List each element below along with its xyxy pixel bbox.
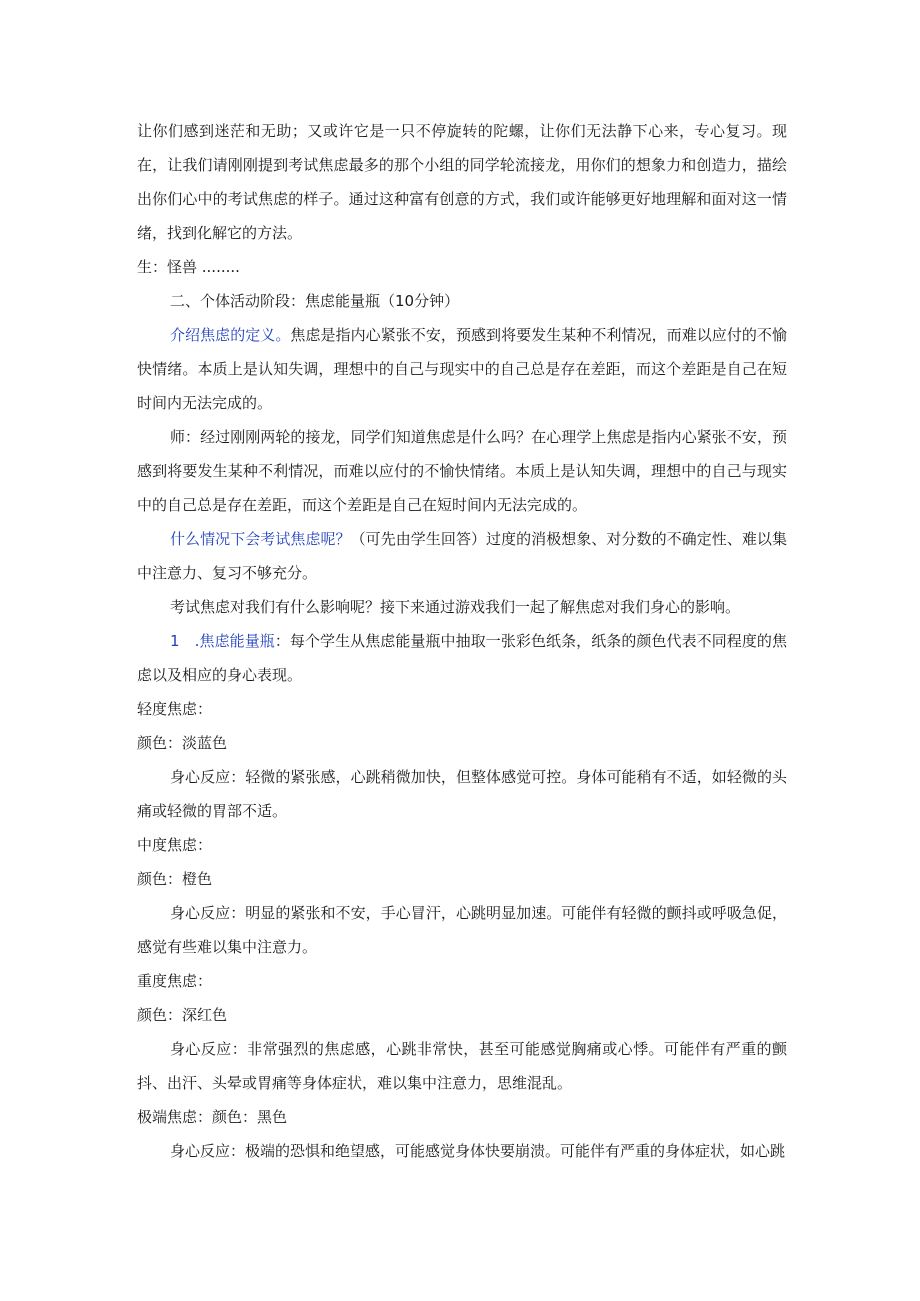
bottle-text: ：每个学生从焦虑能量瓶中抽取一张彩色纸条，纸条的颜色代表不同程度的焦虑以及相应的身心表现。 bbox=[137, 632, 787, 684]
paragraph-definition bbox=[137, 318, 787, 420]
paragraph-teacher: 师：经过刚刚两轮的接龙，同学们知道焦虑是什么吗？在心理学上焦虑是指内心紧张不安，预感到将要发生某种不利情况，而难以应付的不愉快情绪。本质上是认知失调，理想中的自己与现实中的自己总是存在差距，而这个差距是自己在短时间内无法完成的。 bbox=[137, 428, 787, 514]
extreme-title: 极端焦虑：颜色：黑色 bbox=[137, 1108, 288, 1126]
paragraph-effect: 考试焦虑对我们有什么影响呢？接下来通过游戏我们一起了解焦虑对我们身心的影响。 bbox=[170, 598, 741, 616]
moderate-reaction: 身心反应：明显的紧张和不安，手心冒汗，心跳明显加速。可能伴有轻微的颤抖或呼吸急促，感觉有些难以集中注意力。 bbox=[137, 904, 787, 956]
paragraph-when bbox=[137, 522, 787, 590]
severe-reaction: 身心反应：非常强烈的焦虑感，心跳非常快，甚至可能感觉胸痛或心悸。可能伴有严重的颤抖、出汗、头晕或胃痛等身体症状，难以集中注意力，思维混乱。 bbox=[137, 1040, 787, 1092]
moderate-title: 中度焦虑： bbox=[137, 836, 213, 854]
when-label: 什么情况下会考试焦虑呢？ bbox=[170, 530, 351, 548]
mild-color: 颜色：淡蓝色 bbox=[137, 734, 228, 752]
severe-color: 颜色：深红色 bbox=[137, 1006, 228, 1024]
severe-title: 重度焦虑： bbox=[137, 972, 213, 990]
paragraph-bottle bbox=[137, 624, 787, 692]
moderate-color: 颜色：橙色 bbox=[137, 870, 213, 888]
when-text: （可先由学生回答）过度的消极想象、对分数的不确定性、难以集中注意力、复习不够充分。 bbox=[137, 530, 787, 582]
definition-text: 焦虑是指内心紧张不安，预感到将要发生某种不利情况，而难以应付的不愉快情绪。本质上是认知失调，理想中的自己与现实中的自己总是存在差距，而这个差距是自己在短时间内无法完成的。 bbox=[137, 326, 787, 412]
document-page bbox=[137, 114, 787, 1168]
mild-title: 轻度焦虑： bbox=[137, 700, 213, 718]
extreme-reaction: 身心反应：极端的恐惧和绝望感，可能感觉身体快要崩溃。可能伴有严重的身体症状，如心跳 bbox=[170, 1142, 786, 1160]
definition-label: 介绍焦虑的定义。 bbox=[170, 326, 291, 344]
section-heading: 二、个体活动阶段：焦虑能量瓶（10分钟） bbox=[170, 292, 460, 310]
mild-reaction: 身心反应：轻微的紧张感，心跳稍微加快，但整体感觉可控。身体可能稍有不适，如轻微的头痛或轻微的胃部不适。 bbox=[137, 768, 787, 820]
bottle-label: 1 .焦虑能量瓶 bbox=[170, 632, 275, 650]
student-answer: 生：怪兽 ........ bbox=[137, 258, 240, 276]
paragraph-intro: 让你们感到迷茫和无助；又或许它是一只不停旋转的陀螺，让你们无法静下心来，专心复习。现在，让我们请刚刚提到考试焦虑最多的那个小组的同学轮流接龙，用你们的想象力和创造力，描绘出你们心中的考试焦虑的样子。通过这种富有创意的方式，我们或许能够更好地理解和面对这一情绪，找到化解它的方法。 bbox=[137, 122, 787, 242]
